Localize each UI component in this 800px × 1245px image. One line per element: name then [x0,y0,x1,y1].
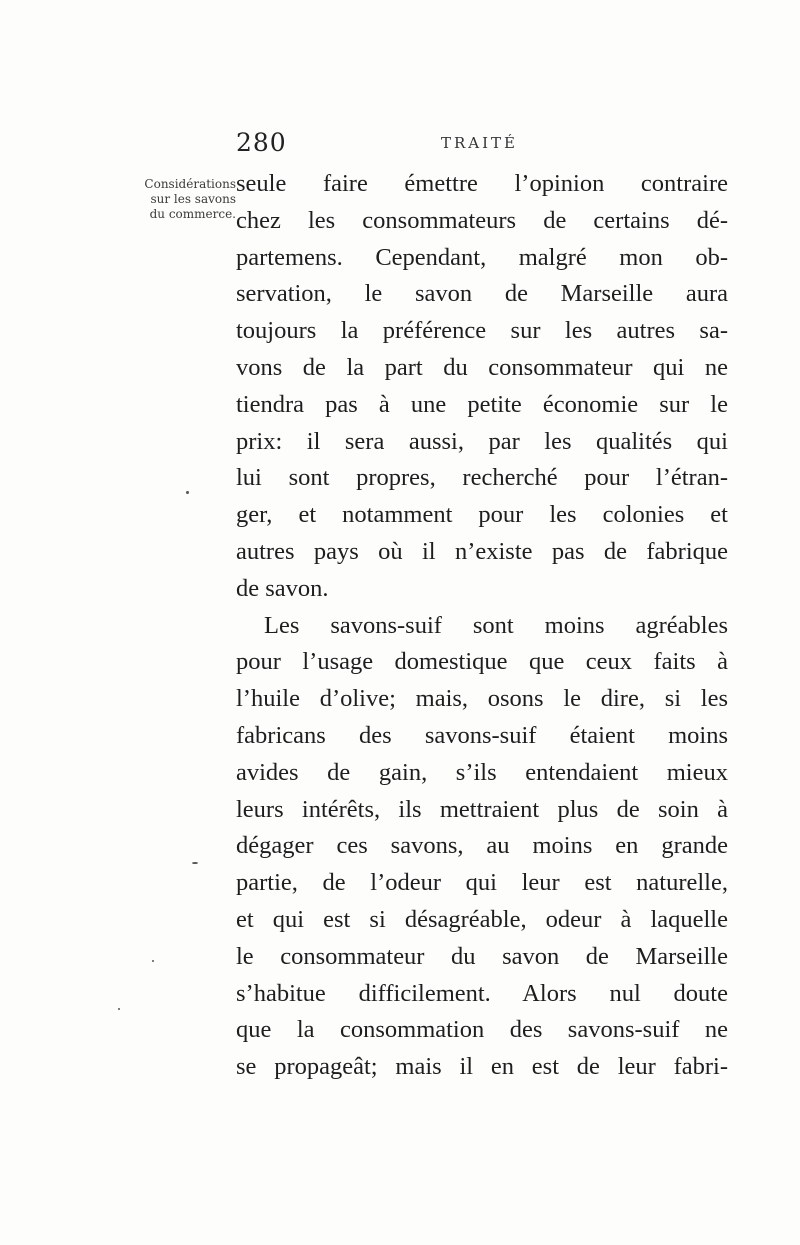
text-line: s’habitue difficilement. Alors nul doute [236,979,728,1007]
text-line: leurs intérêts, ils mettraient plus de soin à [236,795,728,823]
text-line: partemens. Cependant, malgré mon ob- [236,243,728,271]
margin-note [112,177,236,222]
body-text [236,166,728,1086]
text-line: et qui est si désagréable, odeur à laquelle [236,905,728,933]
print-speck [118,1008,120,1010]
text-line: seule faire émettre l’opinion contraire [236,170,728,197]
text-line: lui sont propres, recherché pour l’étran- [236,464,728,492]
margin-note-line: sur les savons [150,192,236,206]
text-line: se propageât; mais il en est de leur fabri- [236,1053,728,1081]
text-line: dégager ces savons, au moins en grande [236,832,728,860]
text-line: avides de gain, s’ils entendaient mieux [236,758,728,786]
print-speck [192,862,198,864]
text-line: toujours la préférence sur les autres sa- [236,317,728,345]
text-line: prix: il sera aussi, par les qualités qui [236,427,728,455]
text-line: fabricans des savons-suif étaient moins [236,721,728,749]
print-speck [152,960,154,962]
text-line: autres pays où il n’existe pas de fabrique [236,537,728,565]
text-line: chez les consommateurs de certains dé- [236,206,728,234]
text-line: tiendra pas à une petite économie sur le [236,390,728,418]
text-line: vons de la part du consommateur qui ne [236,353,728,381]
margin-note-line: du commerce. [149,207,236,221]
text-line: que la consommation des savons-suif ne [236,1016,728,1044]
text-line: l’huile d’olive; mais, osons le dire, si les [236,685,728,713]
text-line: pour l’usage domestique que ceux faits à [236,648,728,676]
text-line: le consommateur du savon de Marseille [236,942,728,970]
margin-note-line: Considérations [144,177,236,191]
text-line: servation, le savon de Marseille aura [236,280,728,308]
running-head: TRAITÉ [441,134,519,152]
page-number: 280 [236,128,287,157]
text-line: partie, de l’odeur qui leur est naturelle, [236,869,728,897]
paragraph-start-line: Les savons-suif sont moins agréables [264,611,728,639]
print-speck [186,491,189,494]
text-line: de savon. [236,574,329,602]
text-line: ger, et notamment pour les colonies et [236,501,728,529]
